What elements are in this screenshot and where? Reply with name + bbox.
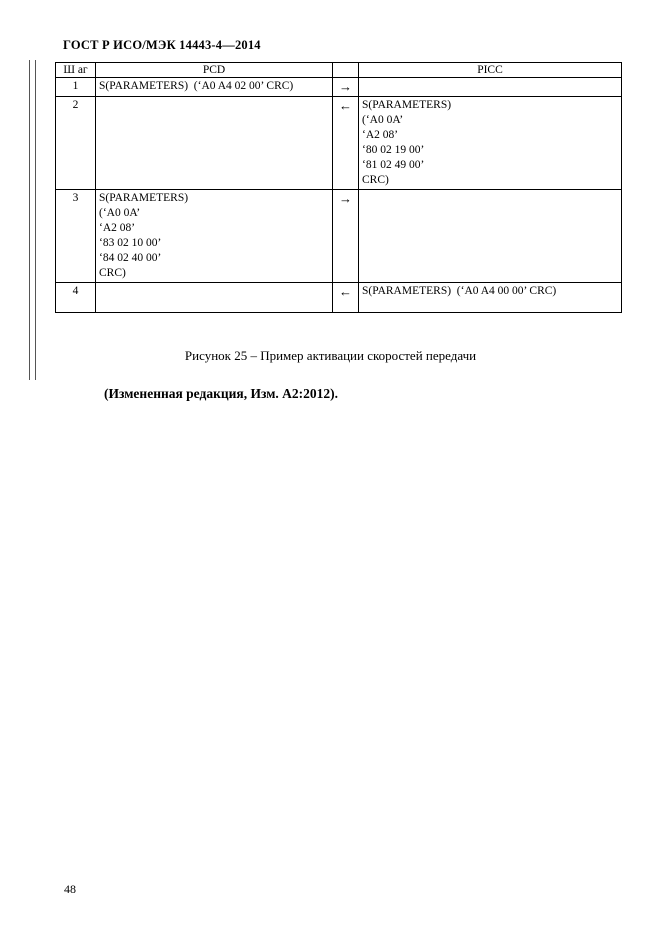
- header-pcd: PCD: [96, 63, 333, 78]
- header-step: Ш аг: [56, 63, 96, 78]
- pcd-line: ‘84 02 40 00’: [99, 252, 162, 264]
- step-number: 1: [56, 78, 96, 97]
- picc-line: ‘81 02 49 00’: [362, 159, 425, 171]
- direction-arrow-left-icon: ←: [333, 283, 359, 313]
- picc-line: ‘80 02 19 00’: [362, 144, 425, 156]
- page-number: 48: [64, 882, 76, 896]
- table-row: [56, 190, 622, 283]
- pcd-line: S(PARAMETERS) (‘A0 A4 02 00’ CRC): [99, 80, 294, 92]
- table-row: [56, 97, 622, 190]
- picc-line: S(PARAMETERS): [362, 99, 452, 111]
- amendment-note: (Измененная редакция, Изм. А2:2012).: [104, 386, 339, 401]
- pcd-line: S(PARAMETERS): [99, 192, 189, 204]
- table-header-row: [56, 63, 622, 78]
- pcd-line: ‘A2 08’: [99, 222, 136, 234]
- pcd-cell: [96, 78, 333, 97]
- pcd-line: CRC): [99, 267, 126, 279]
- direction-arrow-right-icon: →: [333, 78, 359, 97]
- pcd-cell: [96, 97, 333, 190]
- header-direction: [333, 63, 359, 78]
- picc-line: CRC): [362, 174, 389, 186]
- picc-cell: [359, 97, 622, 190]
- table-row: [56, 78, 622, 97]
- picc-line: ‘A2 08’: [362, 129, 399, 141]
- step-number: 2: [56, 97, 96, 190]
- picc-cell: [359, 283, 622, 313]
- pcd-line: (‘A0 0A’: [99, 207, 141, 219]
- figure-caption: Рисунок 25 – Пример активации скоростей передачи: [184, 348, 477, 363]
- pcd-cell: [96, 190, 333, 283]
- direction-arrow-left-icon: ←: [333, 97, 359, 190]
- pcd-line: ‘83 02 10 00’: [99, 237, 162, 249]
- picc-cell: [359, 78, 622, 97]
- pcd-cell: [96, 283, 333, 313]
- page-header: ГОСТ Р ИСО/МЭК 14443-4—2014: [63, 38, 261, 52]
- parameters-exchange-table: [55, 62, 622, 313]
- direction-arrow-right-icon: →: [333, 190, 359, 283]
- picc-line: (‘A0 0A’: [362, 114, 404, 126]
- header-picc: PICC: [359, 63, 622, 78]
- table-row: [56, 283, 622, 313]
- picc-line: S(PARAMETERS) (‘A0 A4 00 00’ CRC): [362, 285, 557, 297]
- picc-cell: [359, 190, 622, 283]
- step-number: 3: [56, 190, 96, 283]
- step-number: 4: [56, 283, 96, 313]
- change-bar: [29, 60, 36, 380]
